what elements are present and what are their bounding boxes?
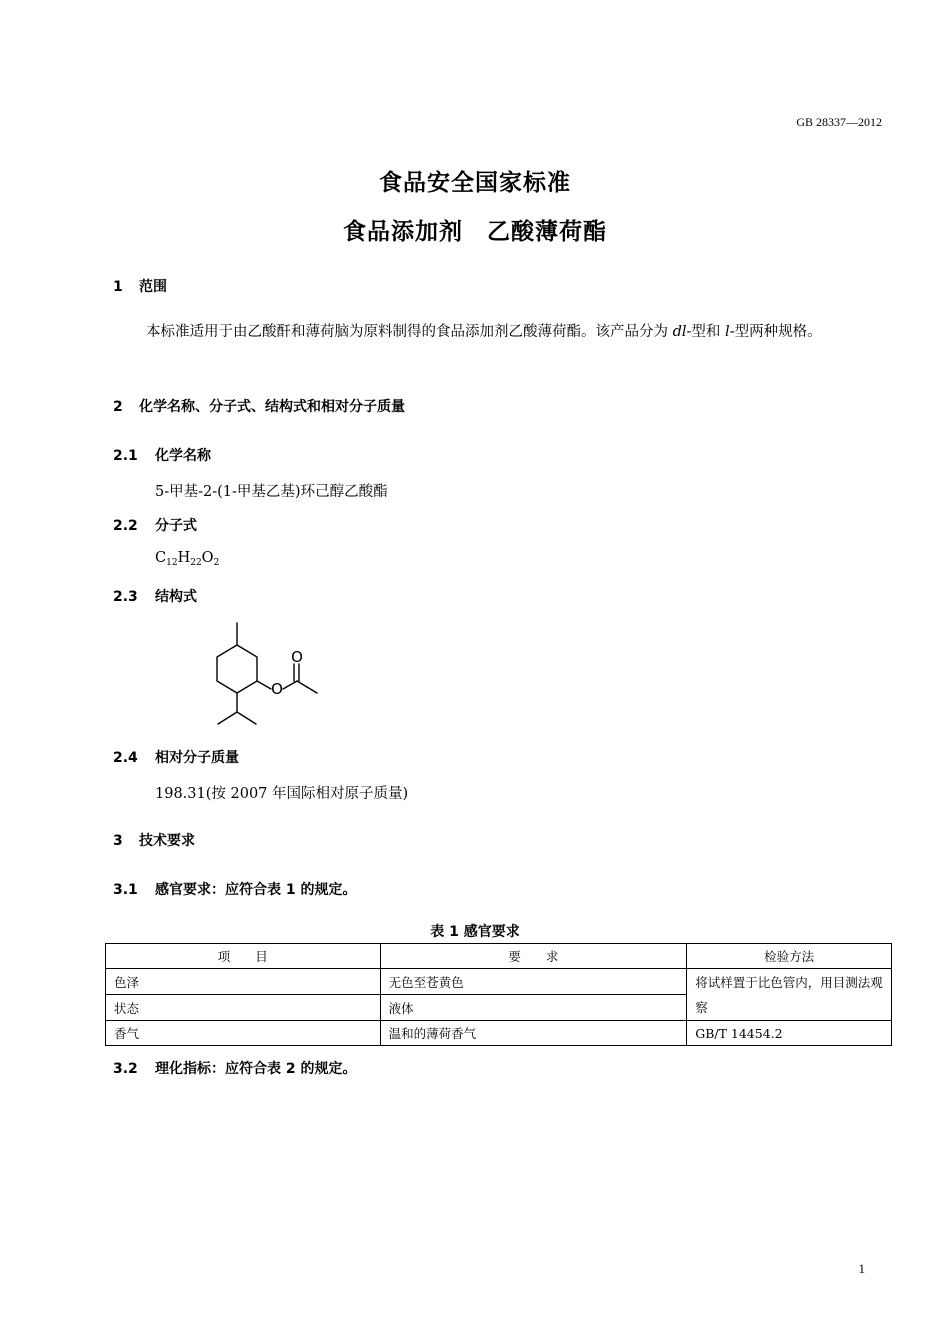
table-header-row [106,944,892,969]
section-number: 2 [113,399,123,415]
section-title: 结构式 [155,589,197,605]
section-2-4-heading [113,747,239,767]
section-number: 2.2 [113,518,138,534]
table-cell-requirement: 无色至苍黄色 [380,969,687,995]
section-2-3-heading [113,586,197,606]
section-2-1-heading [113,445,211,465]
section-title: 技术要求 [139,833,195,849]
table-cell-requirement: 温和的薄荷香气 [380,1021,687,1046]
table-cell-requirement: 液体 [380,995,687,1021]
acetyl-methyl-bond [297,681,317,693]
section-number: 2.4 [113,750,138,766]
section-title: 理化指标：应符合表 2 的规定。 [155,1061,357,1077]
table-header-cell: 检验方法 [687,944,892,969]
section-number: 2.1 [113,448,138,464]
table-cell-method: GB/T 14454.2 [687,1021,892,1046]
section-title: 感官要求：应符合表 1 的规定。 [155,882,357,898]
section-1-heading [113,276,167,296]
table-1-caption: 表 1 感官要求 [430,924,520,940]
table-header-cell: 项 目 [106,944,381,969]
isopropyl-methyl-2 [237,712,256,724]
structural-formula-diagram [200,615,340,733]
isopropyl-methyl-1 [218,712,237,724]
table-row [106,1021,892,1046]
section-2-2-heading [113,515,197,535]
section-title: 范围 [139,279,167,295]
table-row [106,969,892,995]
scope-paragraph: 本标准适用于由乙酸酐和薄荷脑为原料制得的食品添加剂乙酸薄荷酯。该产品分为 dl-型和 l-型两种规格。 [146,324,822,340]
carbonyl-oxygen-label: O [291,648,303,666]
section-number: 1 [113,279,123,295]
c-o-bond [257,681,271,689]
chemical-name: 5-甲基-2-(1-甲基乙基)环己醇乙酸酯 [155,484,388,500]
cyclohexane-ring [217,645,257,693]
section-3-heading [113,830,195,850]
section-number: 3 [113,833,123,849]
section-number: 2.3 [113,589,138,605]
table-cell-item: 色泽 [106,969,381,995]
section-title: 相对分子质量 [155,750,239,766]
table-cell-item: 状态 [106,995,381,1021]
standard-number: GB 28337—2012 [796,115,882,129]
table-cell-method: 将试样置于比色管内，用目测法观察 [687,969,892,1021]
document-subtitle: 食品添加剂 乙酸薄荷酯 [343,219,607,245]
document-title: 食品安全国家标准 [379,170,571,196]
section-title: 化学名称 [155,448,211,464]
table-cell-item: 香气 [106,1021,381,1046]
table-header-cell: 要 求 [380,944,687,969]
molecular-mass: 198.31(按 2007 年国际相对原子质量) [155,786,409,802]
section-title: 化学名称、分子式、结构式和相对分子质量 [139,399,405,415]
molecular-formula: $C_{12}H_{22}O_2$ [155,550,220,568]
o-c-bond [283,681,297,689]
page-number: 1 [858,1261,865,1276]
section-number: 3.1 [113,882,138,898]
section-2-heading [113,396,405,416]
sensory-requirements-table [105,943,892,1046]
section-number: 3.2 [113,1061,138,1077]
section-3-2-heading [113,1058,357,1078]
section-3-1-heading [113,879,357,899]
ester-oxygen-label: O [271,680,283,698]
section-title: 分子式 [155,518,197,534]
